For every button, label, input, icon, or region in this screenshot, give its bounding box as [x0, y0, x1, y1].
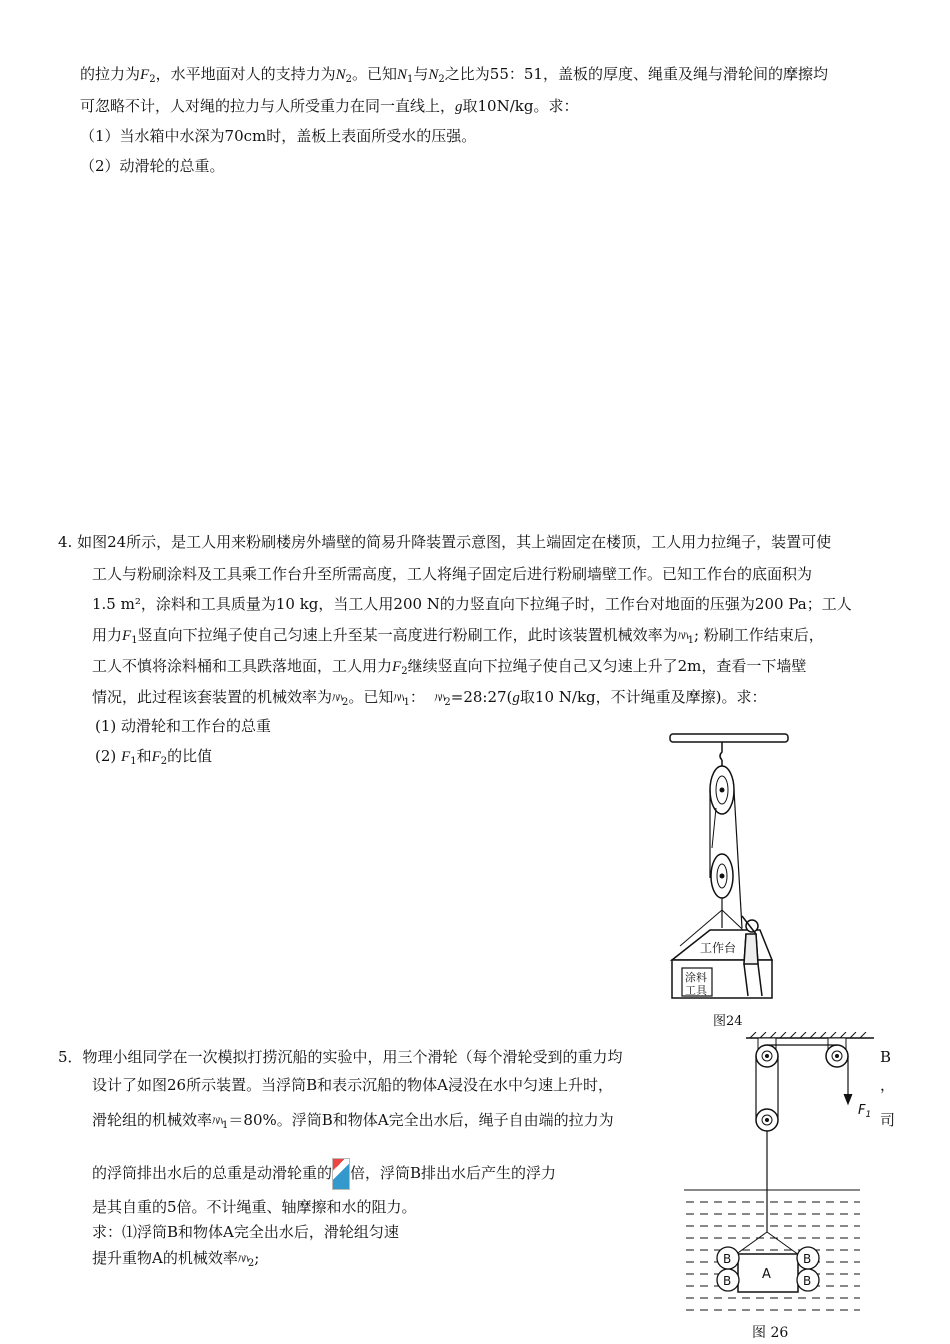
q5-line-7: [92, 1248, 259, 1274]
q4-line-5: [92, 656, 806, 682]
eta-symbol: ﾊﾊ: [434, 691, 445, 705]
figure-24-lift-diagram: [660, 728, 800, 1003]
q5-right-edge-1: B: [880, 1048, 892, 1066]
sub: 1: [403, 697, 410, 708]
sub: 2: [438, 74, 445, 85]
q5-right-edge-2: ，: [880, 1076, 896, 1094]
eta-symbol: ﾊﾊ: [677, 629, 688, 643]
q4-line-4: [92, 625, 824, 651]
sub: 2: [160, 756, 168, 767]
q5-line-6: 求：⑴浮筒B和物体A完全出水后，滑轮组匀速: [92, 1223, 399, 1241]
var-N2: N: [428, 67, 439, 83]
var-N1: N: [396, 67, 407, 83]
tools-label-2: 工具: [685, 984, 707, 997]
var-g: g: [455, 99, 463, 115]
label-F1: $F_1$: [858, 1103, 872, 1120]
sub: 1: [222, 1120, 229, 1131]
text: 和: [136, 747, 152, 765]
text: 的比值: [167, 747, 213, 765]
ceiling-beam: [670, 734, 788, 742]
text: 取10N/kg。求：: [462, 97, 579, 115]
text: 的浮筒排出水后的总重是动滑轮重的: [92, 1164, 333, 1182]
q4-line-1: 4. 如图24所示，是工人用来粉刷楼房外墙壁的简易升降装置示意图，其上端固定在楼顶，工人用力拉绳子，装置可使: [58, 533, 832, 551]
fraction-placeholder-icon: [332, 1158, 350, 1190]
sub: 1: [130, 756, 137, 767]
text: ＝80%。浮筒B和物体A完全出水后，绳子自由端的拉力为: [228, 1111, 614, 1129]
sub: 1: [131, 635, 138, 646]
text: 用力: [92, 626, 123, 644]
text: (2): [95, 747, 122, 765]
figure-26-salvage-diagram: [680, 1032, 880, 1322]
svg-text:B: B: [803, 1252, 812, 1266]
eta-symbol: ﾊﾊ: [332, 691, 343, 705]
q5-line-2: 设计了如图26所示装置。当浮筒B和表示沉船的物体A浸没在水中匀速上升时，: [92, 1076, 613, 1094]
sub: 2: [247, 1258, 255, 1269]
figure-26-caption: 图 26: [752, 1325, 789, 1341]
sub: 2: [401, 666, 408, 677]
sub: 2: [345, 74, 352, 85]
text: ; 粉刷工作结束后，: [693, 626, 824, 644]
q4-line-2: 工人与粉刷涂料及工具乘工作台升至所需高度，工人将绳子固定后进行粉刷墙壁工作。已知工作台的底面积为: [92, 565, 813, 583]
text: 与: [413, 65, 429, 83]
text: 的拉力为: [80, 65, 141, 83]
q5-line-4: [92, 1158, 556, 1190]
text: 滑轮组的机械效率: [92, 1111, 213, 1129]
q3-line-1: [80, 64, 828, 90]
text: 。已知: [348, 688, 394, 706]
label-A: A: [762, 1267, 771, 1282]
text: ：: [409, 688, 425, 706]
figure-24-caption: 图24: [713, 1014, 743, 1029]
platform-label: 工作台: [700, 941, 737, 955]
eta-symbol: ﾊﾊ: [393, 691, 404, 705]
q4-line-3: 1.5 m²，涂料和工具质量为10 kg，当工人用200 N的力竖直向下拉绳子时，工作台对地面的压强为200 Pa；工人: [92, 595, 852, 613]
q3-line-2: [80, 96, 578, 117]
svg-text:B: B: [803, 1274, 812, 1288]
q4-sub-question-2: [95, 746, 212, 772]
text: =28:27(: [450, 688, 513, 706]
text: 提升重物A的机械效率: [92, 1249, 238, 1267]
q3-sub-question-1: （1）当水箱中水深为70cm时，盖板上表面所受水的压强。: [80, 127, 477, 145]
q5-line-5: 是其自重的5倍。不计绳重、轴摩擦和水的阻力。: [92, 1198, 417, 1216]
text: 取10 N/kg，不计绳重及摩擦)。求：: [519, 688, 767, 706]
var-N2: N: [335, 67, 346, 83]
q5-line-1: 5．物理小组同学在一次模拟打捞沉船的实验中，用三个滑轮（每个滑轮受到的重力均: [58, 1048, 623, 1066]
sub: 1: [687, 635, 694, 646]
text: 竖直向下拉绳子使自己匀速上升至某一高度进行粉刷工作，此时该装置机械效率为: [137, 626, 678, 644]
text: 工人不慎将涂料桶和工具跌落地面，工人用力: [92, 657, 393, 675]
text: 。已知: [351, 65, 397, 83]
q5-line-3: [92, 1110, 614, 1136]
text: 情况，此过程该套装置的机械效率为: [92, 688, 333, 706]
eta-symbol: ﾊﾊ: [212, 1114, 223, 1128]
text: 之比为55：51，盖板的厚度、绳重及绳与滑轮间的摩擦均: [444, 65, 828, 83]
svg-text:B: B: [723, 1274, 732, 1288]
q5-right-edge-3: 司: [880, 1111, 896, 1129]
var-F2: F: [140, 67, 150, 83]
tools-label-1: 涂料: [685, 971, 707, 984]
text: 倍，浮筒B排出水后产生的浮力: [350, 1164, 557, 1182]
sub: 2: [342, 697, 349, 708]
q4-line-6: [92, 687, 767, 713]
top-hook: [720, 742, 722, 760]
sub: 1: [407, 74, 414, 85]
sub: 2: [444, 697, 451, 708]
text: ;: [254, 1249, 260, 1267]
var-F1: F: [122, 628, 132, 644]
arrow-F1: [844, 1094, 852, 1104]
q4-sub-question-1: (1) 动滑轮和工作台的总重: [95, 717, 272, 735]
svg-text:B: B: [723, 1252, 732, 1266]
var-g: g: [512, 690, 520, 706]
sub: 2: [149, 74, 156, 85]
var-F1: F: [121, 749, 131, 765]
eta-symbol: ﾊﾊ: [237, 1252, 248, 1266]
text: 可忽略不计，人对绳的拉力与人所受重力在同一直线上，: [80, 97, 456, 115]
var-F2: F: [392, 659, 402, 675]
q3-sub-question-2: （2）动滑轮的总重。: [80, 157, 225, 175]
text: ，水平地面对人的支持力为: [155, 65, 336, 83]
text: 继续竖直向下拉绳子使自己又匀速上升了2m，查看一下墙壁: [407, 657, 807, 675]
var-F2: F: [151, 749, 161, 765]
